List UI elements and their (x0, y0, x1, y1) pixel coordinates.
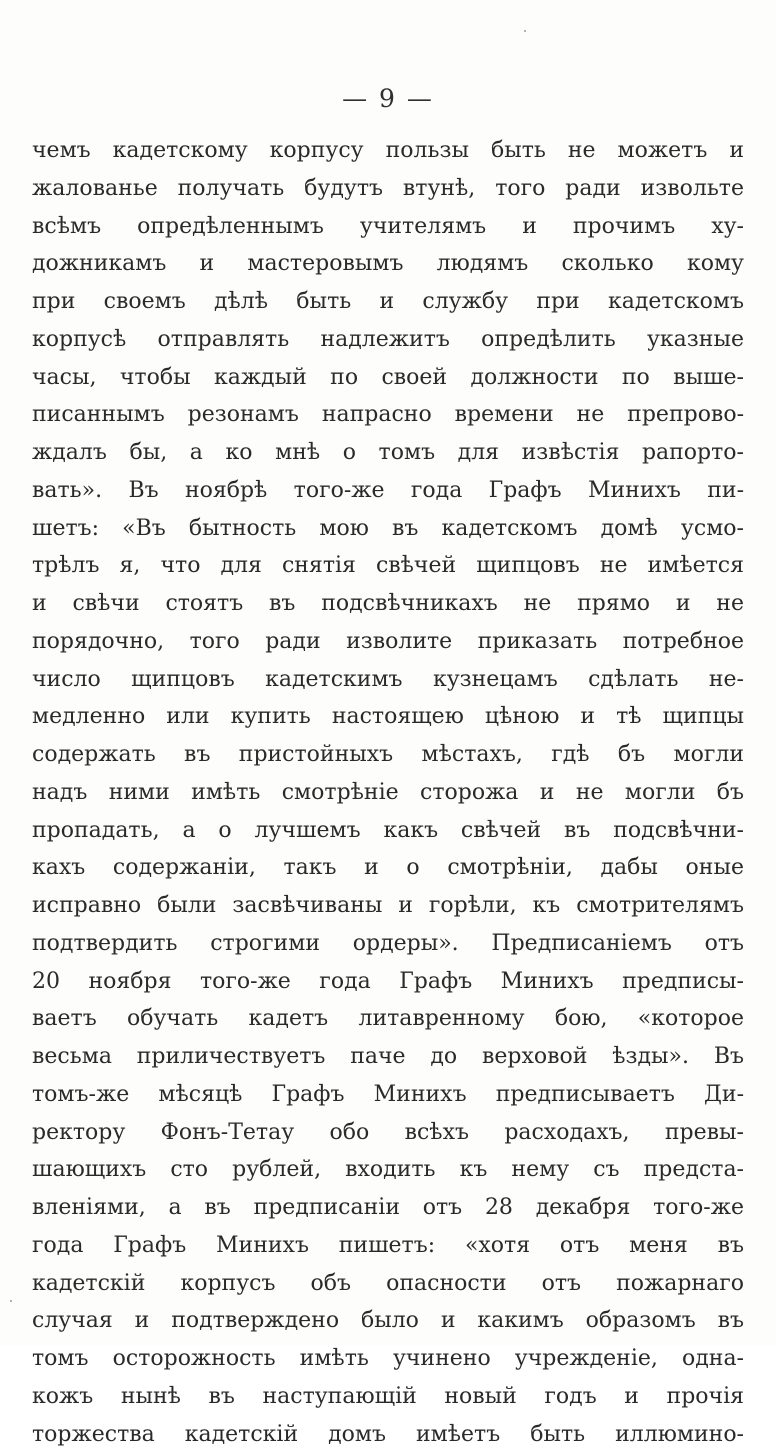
text-line: всѣмъ опредѣленнымъ учителямъ и прочимъ ху- (32, 208, 744, 246)
text-line: жалованье получать будутъ втунѣ, того ради извольте (32, 170, 744, 208)
text-line: трѣлъ я, что для снятія свѣчей щипцовъ не имѣется (32, 547, 744, 585)
paper-speck (10, 1300, 12, 1302)
text-line: торжества кадетскій домъ имѣетъ быть иллюмино- (32, 1416, 744, 1453)
text-line: кахъ содержаніи, такъ и о смотрѣніи, дабы оные (32, 849, 744, 887)
text-line: ждалъ бы, а ко мнѣ о томъ для извѣстія рапорто- (32, 434, 744, 472)
text-line: медленно или купить настоящею цѣною и тѣ щипцы (32, 698, 744, 736)
text-line: года Графъ Минихъ пишетъ: «хотя отъ меня въ (32, 1227, 744, 1265)
text-line: томъ-же мѣсяцѣ Графъ Минихъ предписываетъ Ди- (32, 1076, 744, 1114)
paper-speck (524, 30, 526, 32)
text-line: кадетскій корпусъ объ опасности отъ пожарнаго (32, 1265, 744, 1303)
text-line: порядочно, того ради изволите приказать потребное (32, 623, 744, 661)
text-line: число щипцовъ кадетскимъ кузнецамъ сдѣлать не- (32, 661, 744, 699)
text-line: дожникамъ и мастеровымъ людямъ сколько кому (32, 245, 744, 283)
text-line: томъ осторожность имѣть учинено учрежденіе, одна- (32, 1340, 744, 1378)
text-line: шающихъ сто рублей, входить къ нему съ предста- (32, 1151, 744, 1189)
page-number: — 9 — (0, 84, 776, 113)
text-line: шетъ: «Въ бытность мою въ кадетскомъ домѣ усмо- (32, 510, 744, 548)
text-line: вленіями, а въ предписаніи отъ 28 декабря того-же (32, 1189, 744, 1227)
text-line: при своемъ дѣлѣ быть и службу при кадетскомъ (32, 283, 744, 321)
text-line: содержать въ пристойныхъ мѣстахъ, гдѣ бъ могли (32, 736, 744, 774)
text-line: корпусѣ отправлять надлежитъ опредѣлить указные (32, 321, 744, 359)
text-line: кожъ нынѣ въ наступающій новый годъ и прочія (32, 1378, 744, 1416)
text-line: пропадать, а о лучшемъ какъ свѣчей въ подсвѣчни- (32, 812, 744, 850)
text-line: и свѣчи стоятъ въ подсвѣчникахъ не прямо и не (32, 585, 744, 623)
text-line: исправно были засвѣчиваны и горѣли, къ смотрителямъ (32, 887, 744, 925)
text-line: случая и подтверждено было и какимъ образомъ въ (32, 1302, 744, 1340)
text-line: подтвердить строгими ордеры». Предписаніемъ отъ (32, 925, 744, 963)
text-line: писаннымъ резонамъ напрасно времени не препрово- (32, 396, 744, 434)
text-line: ректору Фонъ-Тетау обо всѣхъ расходахъ, превы- (32, 1114, 744, 1152)
text-line: чемъ кадетскому корпусу пользы быть не можетъ и (32, 132, 744, 170)
text-line: надъ ними имѣть смотрѣніе сторожа и не могли бъ (32, 774, 744, 812)
body-text (32, 132, 744, 1453)
text-line: весьма приличествуетъ паче до верховой ѣзды». Въ (32, 1038, 744, 1076)
text-line: 20 ноября того-же года Графъ Минихъ предписы- (32, 963, 744, 1001)
text-line: часы, чтобы каждый по своей должности по выше- (32, 359, 744, 397)
text-line: ваетъ обучать кадетъ литавренному бою, «которое (32, 1000, 744, 1038)
text-line: вать». Въ ноябрѣ того-же года Графъ Минихъ пи- (32, 472, 744, 510)
